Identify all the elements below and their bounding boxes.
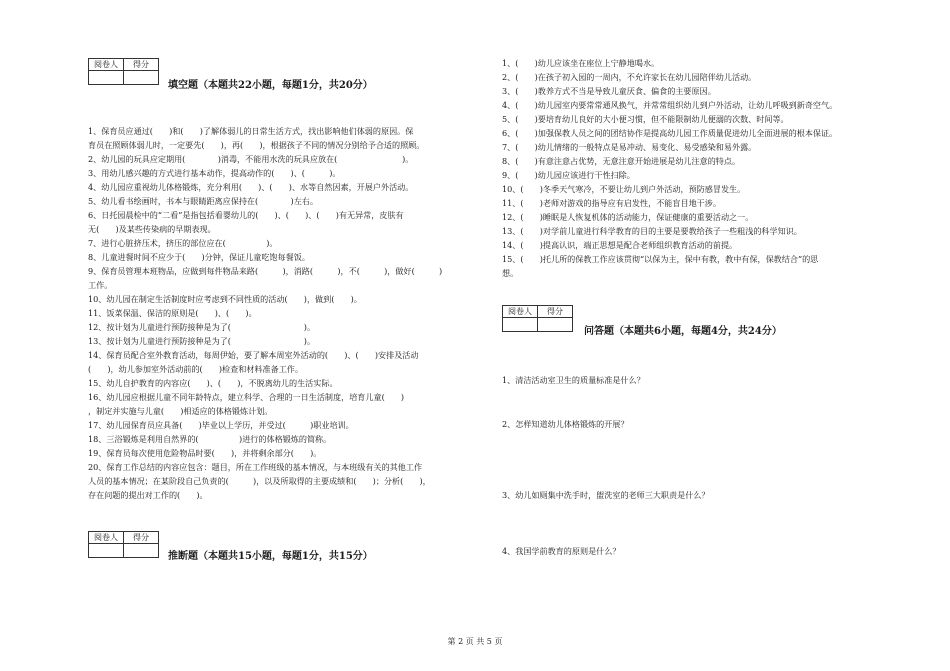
score-cell[interactable] bbox=[538, 318, 573, 332]
fill-line: 19、保育员每次使用危险物品时要( )，并将剩余部分( )。 bbox=[88, 448, 322, 458]
judge-line: 5、( )要培育幼儿良好的大小便习惯，但不能限制幼儿便溺的次数、时间等。 bbox=[502, 114, 789, 124]
fill-line: 17、幼儿园保育员应具备( )毕业以上学历，并受过( )职业培训。 bbox=[88, 420, 354, 430]
fill-line: 13、按计划为儿童进行预防接种是为了( )。 bbox=[88, 336, 316, 346]
fill-line: 无( )及某些传染病的早期表现。 bbox=[88, 224, 216, 234]
score-cell[interactable] bbox=[124, 71, 159, 85]
fill-line: 11、饭菜保温、保洁的原则是( )、( )。 bbox=[88, 308, 257, 318]
fill-line: 工作。 bbox=[88, 280, 113, 290]
judge-line: 2、( )在孩子初入园的一周内，不允许家长在幼儿园陪伴幼儿活动。 bbox=[502, 72, 757, 82]
fill-line: 12、按计划为儿童进行预防接种是为了( )。 bbox=[88, 322, 316, 332]
judge-line: 9、( )幼儿园应该进行干性扫除。 bbox=[502, 170, 635, 180]
fill-line: 14、保育员配合室外教育活动，每周伊始，要了解本周室外活动的( )、( )安排及活动 bbox=[88, 350, 419, 360]
fill-line: 8、儿童进餐时间不应少于( )分钟，保证儿童吃饱每餐饭。 bbox=[88, 252, 310, 262]
reviewer-cell[interactable] bbox=[89, 71, 124, 85]
fill-line: 16、幼儿园应根据儿童不同年龄特点，建立科学、合理的一日生活制度，培育儿童( ) bbox=[88, 392, 405, 402]
judge-line: 12、( )睡眠是人恢复机体的活动能力，保证健康的重要活动之一。 bbox=[502, 212, 754, 222]
fill-line: 4、幼儿园应重视幼儿体格锻炼，充分利用( )、( )、水等自然因素，开展户外活动。 bbox=[88, 182, 414, 192]
fill-line: 6、日托园晨检中的“二看”是指包括看婴幼儿的( )、( )、( )有无异常，皮肤有 bbox=[88, 210, 404, 220]
fill-line: 2、幼儿园的玩具应定期用( )消毒，不能用水洗的玩具应放在( )。 bbox=[88, 154, 414, 164]
judge-line: 3、( )教养方式不当是导致儿童厌食、偏食的主要原因。 bbox=[502, 86, 716, 96]
judge-line: 想。 bbox=[502, 268, 519, 278]
fill-section-title: 填空题（本题共22小题，每题1分，共20分） bbox=[168, 80, 373, 91]
reviewer-label: 阅卷人 bbox=[89, 532, 124, 544]
fill-line: 20、保育工作总结的内容应包含：题目，所在工作班级的基本情况，与本班级有关的其他工作 bbox=[88, 462, 423, 472]
fill-line: ，制定并实施与儿童( )相适应的体格锻炼计划。 bbox=[88, 406, 273, 416]
score-cell[interactable] bbox=[124, 544, 159, 558]
fill-line: 18、三浴锻炼是利用自然界的( )进行的体格锻炼的简称。 bbox=[88, 434, 332, 444]
score-box-judge bbox=[88, 531, 159, 558]
score-label: 得分 bbox=[124, 59, 159, 71]
score-box-qa bbox=[502, 305, 573, 332]
fill-line: 1、保育员应通过( )和( )了解体弱儿的日常生活方式，找出影响他们体弱的原因。保 bbox=[88, 126, 414, 136]
score-label: 得分 bbox=[124, 532, 159, 544]
judge-line: 7、( )幼儿情绪的一般特点是易冲动、易变化、易受感染和易外露。 bbox=[502, 142, 757, 152]
judge-line: 6、( )加强保教人员之间的团结协作是提高幼儿园工作质量促进幼儿全面进展的根本保证。 bbox=[502, 128, 838, 138]
fill-line: 3、用幼儿感兴趣的方式进行基本动作，提高动作的( )、( )。 bbox=[88, 168, 341, 178]
qa-question: 2、怎样知道幼儿体格锻炼的开展？ bbox=[502, 419, 629, 429]
qa-question: 3、幼儿如厕集中洗手时，盥洗室的老师三大职责是什么？ bbox=[502, 490, 710, 500]
fill-line: 存在问题的提出对工作的( )。 bbox=[88, 490, 208, 500]
judge-line: 11、( )老师对游戏的指导应有启发性，不能盲目地干涉。 bbox=[502, 198, 721, 208]
fill-line: 9、保育员管理本班物品，应做到每件物品来路( )，消路( )，不( )，做好( ) bbox=[88, 266, 443, 276]
judge-line: 13、( )对学前儿童进行科学教育的目的主要是要教给孩子一些粗浅的科学知识。 bbox=[502, 226, 802, 236]
judge-line: 10、( )冬季天气寒冷，不要让幼儿到户外活动，预防感冒发生。 bbox=[502, 184, 746, 194]
qa-question: 1、清洁活动室卫生的质量标准是什么？ bbox=[502, 375, 645, 385]
reviewer-label: 阅卷人 bbox=[503, 306, 538, 318]
judge-line: 8、( )有意注意占优势，无意注意开始进展是幼儿注意的特点。 bbox=[502, 156, 741, 166]
judge-line: 4、( )幼儿园室内要常常通风换气，并常常组织幼儿到户外活动，让幼儿呼吸到新奇空气。 bbox=[502, 100, 838, 110]
reviewer-label: 阅卷人 bbox=[89, 59, 124, 71]
fill-line: ( )，幼儿参加室外活动前的( )检查和材料准备工作。 bbox=[88, 364, 303, 374]
judge-line: 14、( )提高认识，端正思想是配合老师组织教育活动的前提。 bbox=[502, 240, 738, 250]
judge-line: 1、( )幼儿应该坐在座位上宁静地喝水。 bbox=[502, 58, 660, 68]
score-box-fill bbox=[88, 58, 159, 85]
page-number: 第 2 页 共 5 页 bbox=[447, 637, 503, 646]
judge-section-title: 推断题（本题共15小题，每题1分，共15分） bbox=[168, 551, 373, 562]
fill-line: 人员的基本情况；在某阶段自己负责的( )，以及所取得的主要成绩和( )；分析( )， bbox=[88, 476, 431, 486]
qa-section-title: 问答题（本题共6小题，每题4分，共24分） bbox=[584, 326, 782, 337]
reviewer-cell[interactable] bbox=[503, 318, 538, 332]
fill-line: 5、幼儿看书绘画时，书本与眼睛距离应保持在( )左右。 bbox=[88, 196, 318, 206]
fill-line: 15、幼儿自护教育的内容应( )、( )，不脱离幼儿的生活实际。 bbox=[88, 378, 338, 388]
fill-line: 7、进行心脏挤压术，挤压的部位应在( )。 bbox=[88, 238, 278, 248]
fill-line: 育员在照顾体弱儿时，一定要先( )，再( )，根据孩子不同的情况分别给予合适的照顾。 bbox=[88, 140, 425, 150]
score-label: 得分 bbox=[538, 306, 573, 318]
reviewer-cell[interactable] bbox=[89, 544, 124, 558]
fill-line: 10、幼儿园在制定生活制度时应考虑到不同性质的活动( )，做到( )。 bbox=[88, 294, 362, 304]
judge-line: 15、( )托儿所的保教工作应该贯彻“以保为主，保中有教，教中有保，保教结合”的思 bbox=[502, 254, 819, 264]
qa-question: 4、我国学前教育的原则是什么？ bbox=[502, 546, 621, 556]
